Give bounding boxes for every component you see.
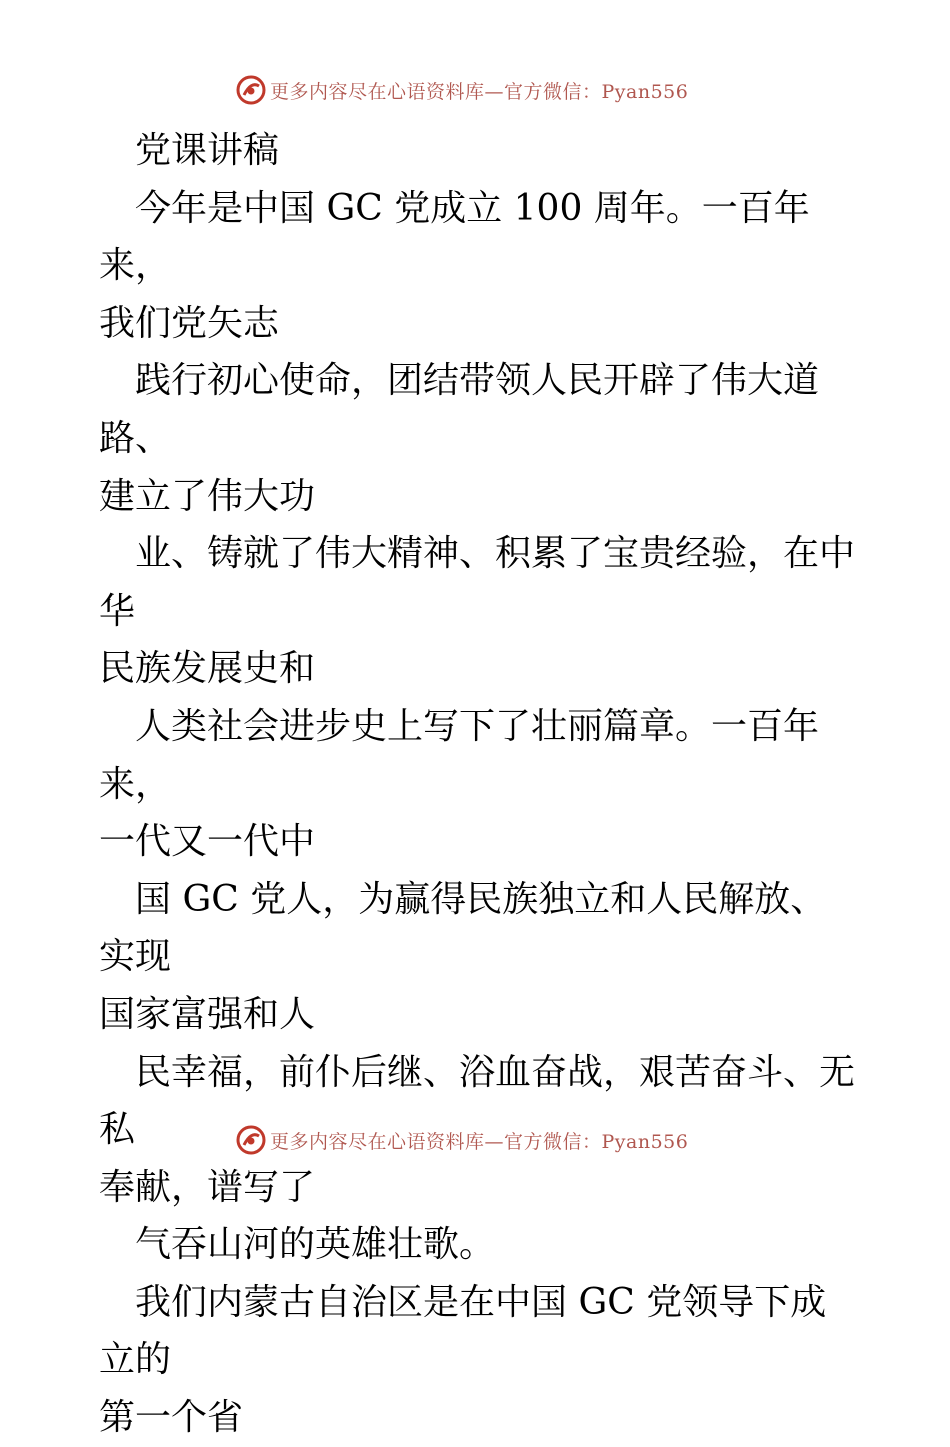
logo-icon [236,75,266,105]
text-line: 国 GC 党人，为赢得民族独立和人民解放、实现 [99,878,827,978]
header-banner-text: 更多内容尽在心语资料库—官方微信：Pyan556 [270,80,689,103]
doc-title: 党课讲稿 [135,130,280,171]
text-line: 我们党矢志 [99,302,280,344]
footer-banner-text: 更多内容尽在心语资料库—官方微信：Pyan556 [270,1130,689,1153]
header-banner [236,72,716,108]
text-line: 践行初心使命，团结带领人民开辟了伟大道路、 [99,360,820,459]
text-line: 国家富强和人 [99,993,316,1035]
document-body [99,122,859,1447]
footer-banner [236,1122,716,1158]
text-line: 建立了伟大功 [99,475,316,517]
text-line: 气吞山河的英雄壮歌。 [135,1224,496,1266]
text-line: 我们内蒙古自治区是在中国 GC 党领导下成立的 [99,1281,827,1381]
text-line: 今年是中国 GC 党成立 100 周年。一百年来， [99,187,810,287]
text-line: 第一个省 [99,1397,244,1439]
text-line: 民幸福，前仆后继、浴血奋战，艰苦奋斗、无私 [99,1051,856,1151]
logo-icon [236,1125,266,1155]
text-line: 业、铸就了伟大精神、积累了宝贵经验，在中华 [99,533,856,632]
text-line: 民族发展史和 [99,648,316,690]
text-line: 人类社会进步史上写下了壮丽篇章。一百年来， [99,705,820,805]
text-line: 奉献，谱写了 [99,1166,316,1208]
text-line: 一代又一代中 [99,821,316,863]
